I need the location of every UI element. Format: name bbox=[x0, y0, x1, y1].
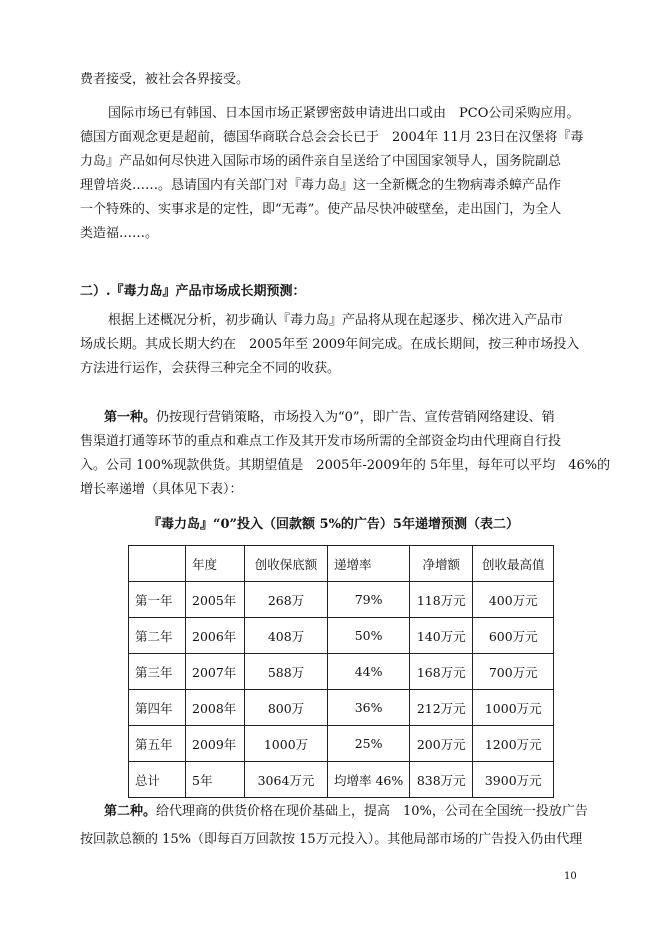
table-cell: 2008年 bbox=[186, 690, 245, 726]
table-cell: 118万元 bbox=[410, 582, 473, 618]
table-row bbox=[129, 582, 554, 618]
table-header-cell: 年度 bbox=[186, 546, 245, 582]
paragraph-line: 增长率递增（具体见下表）： bbox=[80, 482, 243, 497]
paragraph-line: 按回款总额的 15%（即每百万回款按 15万元投入）。其他局部市场的广告投入仍由代理 bbox=[80, 832, 583, 847]
table-cell: 3900万元 bbox=[473, 762, 554, 798]
paragraph-line: 费者接受，被社会各界接受。 bbox=[80, 72, 250, 87]
paragraph-line: 理曾培炎……。恳请国内有关部门对『毒力岛』这一全新概念的生物病毒杀蟑产品作 bbox=[80, 178, 562, 193]
table-cell: 200万元 bbox=[410, 726, 473, 762]
table-header-row bbox=[129, 546, 554, 582]
paragraph-line: 场成长期。其成长期大约在 2005年至 2009年间完成。在成长期间，按三种市场投入 bbox=[80, 337, 580, 352]
table-cell: 5年 bbox=[186, 762, 245, 798]
paragraph-line bbox=[104, 409, 555, 427]
table-caption: 『毒力岛』“0”投入（回款额 5%的广告）5年递增预测（表二） bbox=[148, 517, 519, 532]
paragraph-line: 方法进行运作，会获得三种完全不同的收获。 bbox=[80, 361, 341, 376]
paragraph-line: 德国方面观念更是超前，德国华商联合总会会长已于 2004年 11月 23日在汉堡将『毒 bbox=[80, 130, 584, 145]
table-cell: 总计 bbox=[129, 762, 186, 798]
table-cell: 第三年 bbox=[129, 654, 186, 690]
table-cell: 3064万元 bbox=[245, 762, 328, 798]
table-header-cell: 净增额 bbox=[410, 546, 473, 582]
table-cell: 212万元 bbox=[410, 690, 473, 726]
table-cell: 588万 bbox=[245, 654, 328, 690]
table-cell: 25% bbox=[328, 726, 410, 762]
section-heading: 二）.『毒力岛』产品市场成长期预测： bbox=[80, 284, 306, 299]
paragraph-lead: 第二种。 bbox=[104, 804, 157, 819]
table-cell: 1000万 bbox=[245, 726, 328, 762]
table-cell: 第四年 bbox=[129, 690, 186, 726]
forecast-table bbox=[128, 545, 554, 798]
table-cell: 2009年 bbox=[186, 726, 245, 762]
table-cell: 均增率 46% bbox=[328, 762, 410, 798]
table-cell: 第五年 bbox=[129, 726, 186, 762]
table-cell: 第一年 bbox=[129, 582, 186, 618]
paragraph-text: 给代理商的供货价格在现价基础上，提高 10%，公司在全国统一投放广告 bbox=[156, 804, 588, 819]
table-header-cell bbox=[129, 546, 186, 582]
table-cell: 600万元 bbox=[473, 618, 554, 654]
paragraph-line: 力岛』产品如何尽快进入国际市场的函件亲自呈送给了中国国家领导人，国务院副总 bbox=[80, 154, 562, 169]
table-cell: 800万 bbox=[245, 690, 328, 726]
table-cell: 408万 bbox=[245, 618, 328, 654]
table-cell: 700万元 bbox=[473, 654, 554, 690]
table-row bbox=[129, 690, 554, 726]
table-total-row bbox=[129, 762, 554, 798]
table-cell: 2006年 bbox=[186, 618, 245, 654]
page-number: 10 bbox=[564, 871, 577, 882]
paragraph-line: 根据上述概况分析，初步确认『毒力岛』产品将从现在起逐步、梯次进入产品市 bbox=[108, 313, 564, 328]
paragraph-line: 售渠道打通等环节的重点和难点工作及其开发市场所需的全部资金均由代理商自行投 bbox=[80, 434, 562, 449]
paragraph-lead: 第一种。 bbox=[104, 410, 157, 425]
paragraph-text: 仍按现行营销策略，市场投入为“0”，即广告、宣传营销网络建设、销 bbox=[156, 410, 555, 425]
table-cell: 79% bbox=[328, 582, 410, 618]
table-header-cell: 创收最高值 bbox=[473, 546, 554, 582]
table-cell: 36% bbox=[328, 690, 410, 726]
table-cell: 1200万元 bbox=[473, 726, 554, 762]
table-cell: 50% bbox=[328, 618, 410, 654]
table-header-cell: 创收保底额 bbox=[245, 546, 328, 582]
table-header-cell: 递增率 bbox=[328, 546, 410, 582]
table-cell: 1000万元 bbox=[473, 690, 554, 726]
table-row bbox=[129, 726, 554, 762]
table-cell: 268万 bbox=[245, 582, 328, 618]
paragraph-line: 一个特殊的、实事求是的定性，即“无毒”。使产品尽快冲破壁垒，走出国门，为全人 bbox=[80, 202, 562, 217]
table-cell: 140万元 bbox=[410, 618, 473, 654]
table-row bbox=[129, 618, 554, 654]
paragraph-line: 类造福……。 bbox=[80, 226, 159, 241]
table-cell: 168万元 bbox=[410, 654, 473, 690]
paragraph-line: 入。公司 100%现款供货。其期望值是 2005年-2009年的 5年里，每年可以平均 46%的 bbox=[80, 458, 611, 473]
paragraph-line bbox=[104, 803, 588, 821]
table-row bbox=[129, 654, 554, 690]
table-cell: 44% bbox=[328, 654, 410, 690]
paragraph-line: 国际市场已有韩国、日本国市场正紧锣密鼓申请进出口或由 PCO公司采购应用。 bbox=[108, 106, 580, 121]
table-cell: 第二年 bbox=[129, 618, 186, 654]
table-cell: 2007年 bbox=[186, 654, 245, 690]
table-cell: 2005年 bbox=[186, 582, 245, 618]
table-cell: 838万元 bbox=[410, 762, 473, 798]
table-cell: 400万元 bbox=[473, 582, 554, 618]
